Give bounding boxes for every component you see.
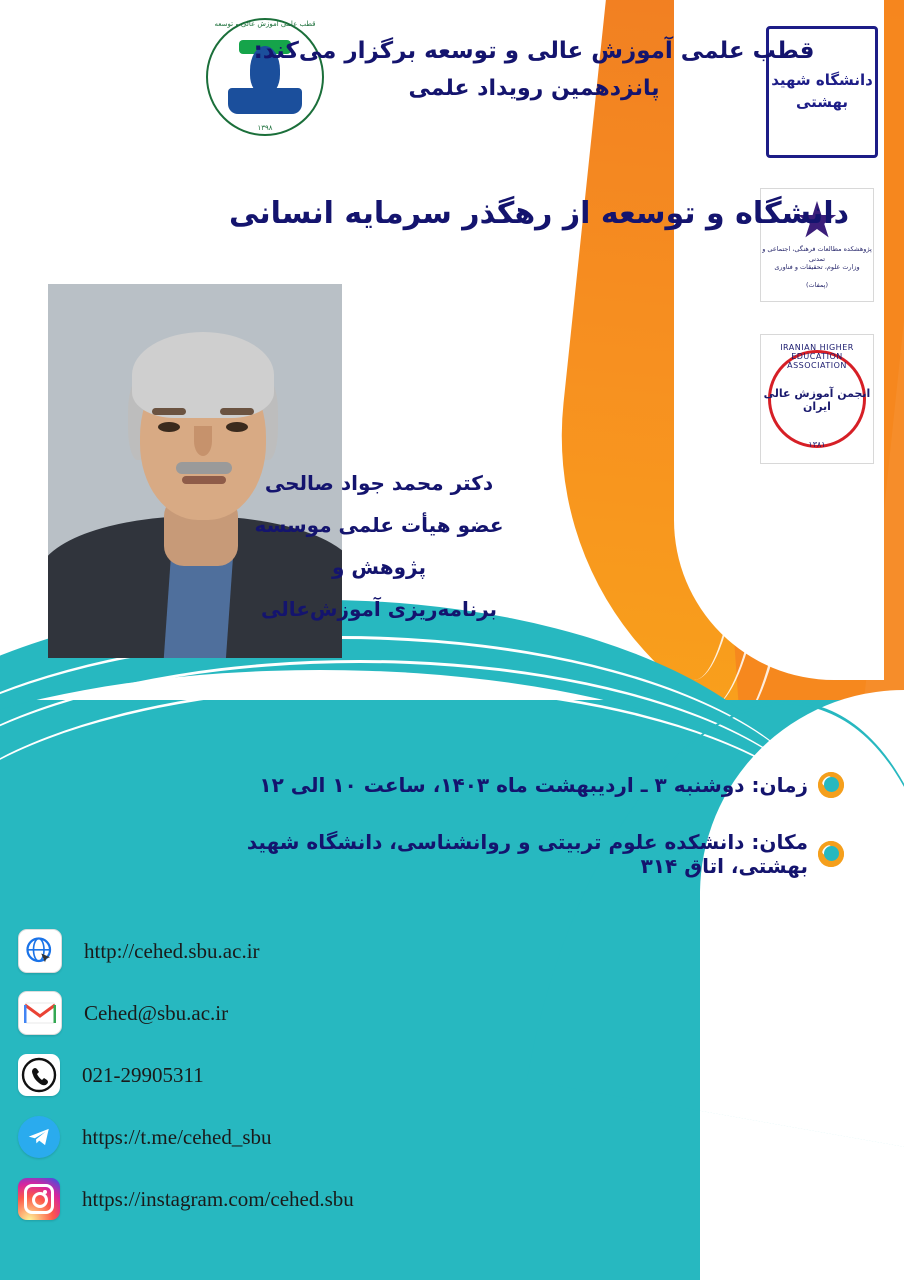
contact-row-telegram[interactable]	[0, 1106, 760, 1168]
ihe-logo-line1: پژوهشکده مطالعات فرهنگی، اجتماعی و تمدنی	[762, 245, 872, 263]
photo-brow-right	[220, 408, 254, 415]
contact-row-email[interactable]	[0, 982, 760, 1044]
website-url[interactable]: http://cehed.sbu.ac.ir	[84, 938, 260, 963]
globe-icon	[18, 929, 62, 973]
ihe-logo-line2: وزارت علوم، تحقیقات و فناوری	[774, 263, 860, 271]
photo-brow-left	[152, 408, 186, 415]
telegram-url[interactable]: https://t.me/cehed_sbu	[82, 1124, 272, 1149]
iha-logo-persian: انجمن آموزش عالی ایران	[763, 387, 871, 413]
event-time-row	[194, 772, 844, 798]
cehed-logo-caption: قطب علمی آموزش عالی و توسعه	[214, 20, 316, 28]
contact-row-instagram[interactable]	[0, 1168, 760, 1230]
photo-mouth	[182, 476, 226, 484]
ihe-logo-line3: (پمفات)	[805, 281, 829, 289]
photo-eye-left	[158, 422, 180, 432]
bullet-icon	[818, 841, 844, 867]
poster-header	[224, 34, 844, 107]
iranian-higher-education-association-logo	[760, 334, 874, 464]
phone-number[interactable]: 021-29905311	[82, 1062, 204, 1087]
photo-nose	[194, 426, 212, 456]
sbu-logo-text: دانشگاه شهید بهشتی	[771, 71, 873, 111]
photo-eye-right	[226, 422, 248, 432]
contact-row-website[interactable]	[0, 920, 760, 982]
organizer-line: قطب علمی آموزش عالی و توسعه برگزار می‌کند:	[253, 38, 815, 64]
email-address[interactable]: Cehed@sbu.ac.ir	[84, 1000, 229, 1025]
event-time-text: زمان: دوشنبه ۳ ـ اردیبهشت ماه ۱۴۰۳، ساعت ۱۰ الی ۱۲	[259, 773, 808, 797]
event-place-text: مکان: دانشکده علوم تربیتی و روانشناسی، دانشگاه شهید بهشتی، اتاق ۳۱۴	[246, 830, 808, 878]
instagram-icon	[18, 1178, 60, 1220]
iha-logo-year: ۱۳۸۱	[808, 440, 826, 449]
telegram-icon	[18, 1116, 60, 1158]
cehed-logo-year: ۱۳۹۸	[257, 124, 273, 132]
speaker-info	[224, 462, 534, 630]
speaker-affiliation-line1: عضو هیأت علمی موسسه پژوهش و	[254, 513, 504, 579]
contact-list	[0, 920, 760, 1230]
photo-hair	[132, 332, 274, 418]
contact-row-phone[interactable]	[0, 1044, 760, 1106]
iha-logo-english: IRANIAN HIGHER EDUCATION ASSOCIATION	[780, 343, 854, 370]
page-title: دانشگاه و توسعه از رهگذر سرمایه انسانی	[229, 196, 849, 231]
instagram-url[interactable]: https://instagram.com/cehed.sbu	[82, 1186, 354, 1211]
event-line: پانزدهمین رویداد علمی	[408, 75, 660, 101]
speaker-name: دکتر محمد جواد صالحی	[264, 471, 494, 495]
event-place-row	[194, 830, 844, 878]
bullet-icon	[818, 772, 844, 798]
phone-icon	[18, 1054, 60, 1096]
speaker-affiliation-line2: برنامه‌ریزی آموزش‌عالی	[260, 597, 498, 621]
gmail-icon	[18, 991, 62, 1035]
